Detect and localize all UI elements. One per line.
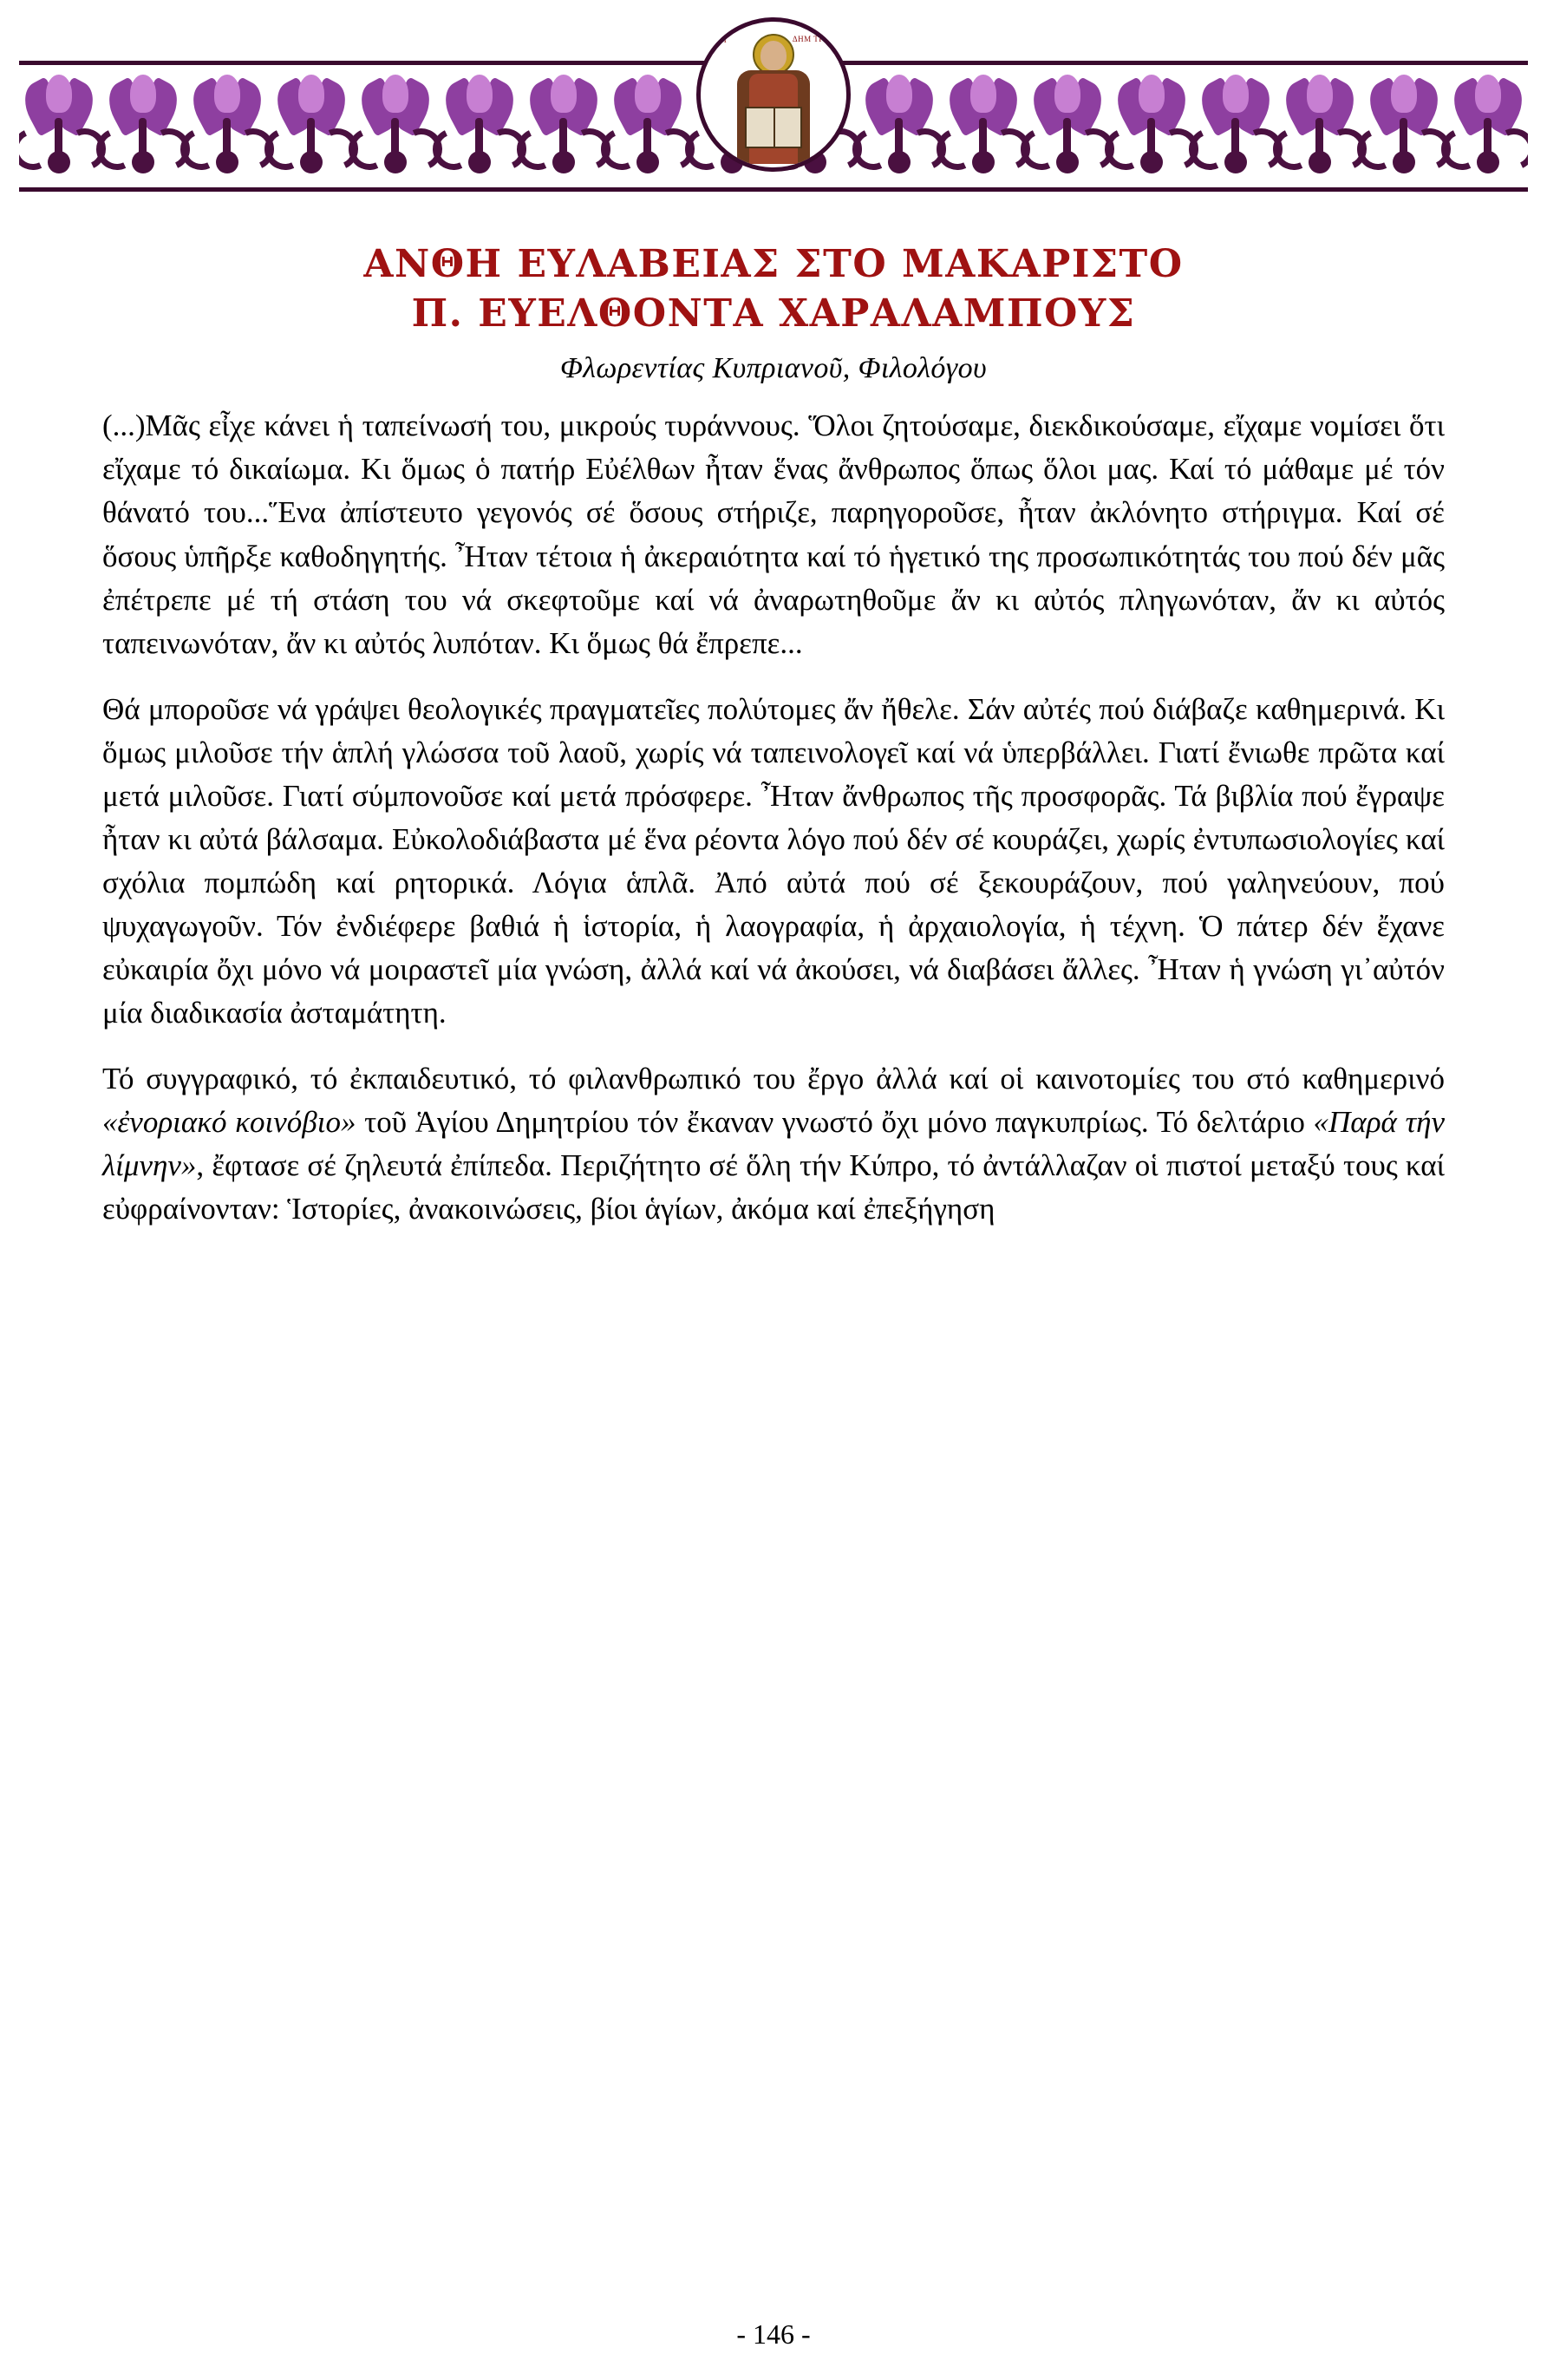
paragraph-segment: τοῦ Ἁγίου Δημητρίου τόν ἔκαναν γνωστό ὄχι μόνο παγκυπρίως. Τό δελτάριο xyxy=(356,1105,1314,1140)
floral-motif-icon xyxy=(1199,75,1272,179)
saint-medallion xyxy=(696,17,851,172)
figure-face-icon xyxy=(760,41,787,70)
quoted-title: «Παρά τήν λίμνην» xyxy=(102,1105,1446,1183)
paragraph: (...)Μᾶς εἶχε κάνει ἡ ταπείνωσή του, μικρούς τυράννους. Ὅλοι ζητούσαμε, διεκδικούσαμε, εἴχαμε νομίσει ὅτι εἴχαμε τό δικαίωμα. Κι ὅμως ὁ πατήρ Εὐέλθων ἦταν ἕνας ἄνθρωπος ὅπως ὅλοι μας. Καί τό μάθαμε μέ τόν θάνατό του...Ἕνα ἀπίστευτο γεγονός σέ ὅσους στήριζε, παρηγοροῦσε, ἦταν ἀκλόνητο στήριγμα. Καί σέ ὅσους ὑπῆρξε καθοδηγητής. Ἦταν τέτοια ἡ ἀκεραιότητα καί τό ἡγετικό της προσωπικότητάς του πού δέν μᾶς ἐπέτρεπε μέ τή στάση του νά σκεφτοῦμε καί νά ἀναρωτηθοῦμε ἄν κι αὐτός πληγωνόταν, ἄν κι αὐτός ταπεινωνόταν, ἄν κι αὐτός λυπόταν. Κι ὅμως θά ἔπρεπε... xyxy=(102,409,1445,660)
medallion-inscription-left: ΑΓΙ xyxy=(713,36,728,44)
article-title xyxy=(0,239,1547,338)
page-number: - 146 - xyxy=(736,2318,811,2350)
floral-motif-icon xyxy=(359,75,432,179)
floral-motif-icon xyxy=(1452,75,1524,179)
ornamental-header-band xyxy=(0,16,1547,232)
paragraph-segment: Τό συγγραφικό, τό ἐκπαιδευτικό, τό φιλανθρωπικό του ἔργο ἀλλά καί οἱ καινοτομίες του στό καθημερινό xyxy=(102,1062,1445,1096)
floral-motif-icon xyxy=(107,75,180,179)
article-title-line2: Π. ΕΥΕΛΘΟΝΤΑ ΧΑΡΑΛΑΜΠΟΥΣ xyxy=(411,291,1136,337)
floral-motif-icon xyxy=(1031,75,1104,179)
header-rule-bottom xyxy=(19,187,1528,192)
floral-motif-icon xyxy=(191,75,264,179)
floral-motif-icon xyxy=(443,75,516,179)
paragraph xyxy=(102,1057,1445,1231)
floral-motif-icon xyxy=(1367,75,1440,179)
author-byline: Φλωρεντίας Κυπριανοῦ, Φιλολόγου xyxy=(560,352,987,385)
document-page xyxy=(0,16,1547,2380)
floral-motif-icon xyxy=(527,75,600,179)
paragraph: Θά μποροῦσε νά γράψει θεολογικές πραγματεῖες πολύτομες ἄν ἤθελε. Σάν αὐτές πού διάβαζε καθημερινά. Κι ὅμως μιλοῦσε τήν ἁπλή γλώσσα τοῦ λαοῦ, χωρίς νά ταπεινολογεῖ καί νά ὑπερβάλλει. Γιατί ἔνιωθε πρῶτα καί μετά μιλοῦσε. Γιατί σύμπονοῦσε καί μετά πρόσφερε. Ἦταν ἄνθρωπος τῆς προσφορᾶς. Τά βιβλία πού ἔγραψε ἦταν κι αὐτά βάλσαμα. Εὐκολοδιάβαστα μέ ἕνα ρέοντα λόγο πού δέν σέ κουράζει, χωρίς ἐντυπωσιολογίες καί σχόλια πομπώδη καί ρητορικά. Λόγια ἁπλᾶ. Ἀπό αὐτά πού σέ ξεκουράζουν, πού γαληνεύουν, πού ψυχαγωγοῦν. Τόν ἐνδιέφερε βαθιά ἡ ἱστορία, ἡ λαογραφία, ἡ ἀρχαιολογία, ἡ τέχνη. Ὁ πάτερ δέν ἔχανε εὐκαιρία ὄχι μόνο νά μοιραστεῖ μία γνώση, ἀλλά καί νά ἀκούσει, νά διαβάσει ἄλλες. Ἦταν ἡ γνώση γι᾽αὐτόν μία διαδικασία ἀσταμάτητη. xyxy=(102,691,1445,1030)
open-book-icon xyxy=(745,107,802,148)
quoted-phrase: «ἐνοριακό κοινόβιο» xyxy=(102,1105,356,1140)
floral-motif-icon xyxy=(611,75,684,179)
article-title-line1: ΑΝΘΗ ΕΥΛΑΒΕΙΑΣ ΣΤΟ ΜΑΚΑΡΙΣΤΟ xyxy=(363,242,1184,286)
paragraph-segment: , ἔφτασε σέ ζηλευτά ἐπίπεδα. Περιζήτητο σέ ὅλη τήν Κύπρο, τό ἀντάλλαζαν οἱ πιστοί μεταξύ τους καί εὐφραίνονταν: Ἱστορίες, ἀνακοινώσεις, βίοι ἁγίων, ἀκόμα καί ἐπεξήγηση xyxy=(102,1148,1445,1226)
article-body xyxy=(102,404,1445,1231)
medallion-inscription-right: ΔΗΜ ΤΡΙΟΣ xyxy=(792,35,838,43)
title-block xyxy=(0,239,1547,385)
floral-motif-icon xyxy=(863,75,936,179)
floral-motif-icon xyxy=(947,75,1020,179)
floral-motif-icon xyxy=(275,75,348,179)
floral-motif-icon xyxy=(1283,75,1356,179)
floral-motif-icon xyxy=(23,75,95,179)
floral-motif-icon xyxy=(1115,75,1188,179)
